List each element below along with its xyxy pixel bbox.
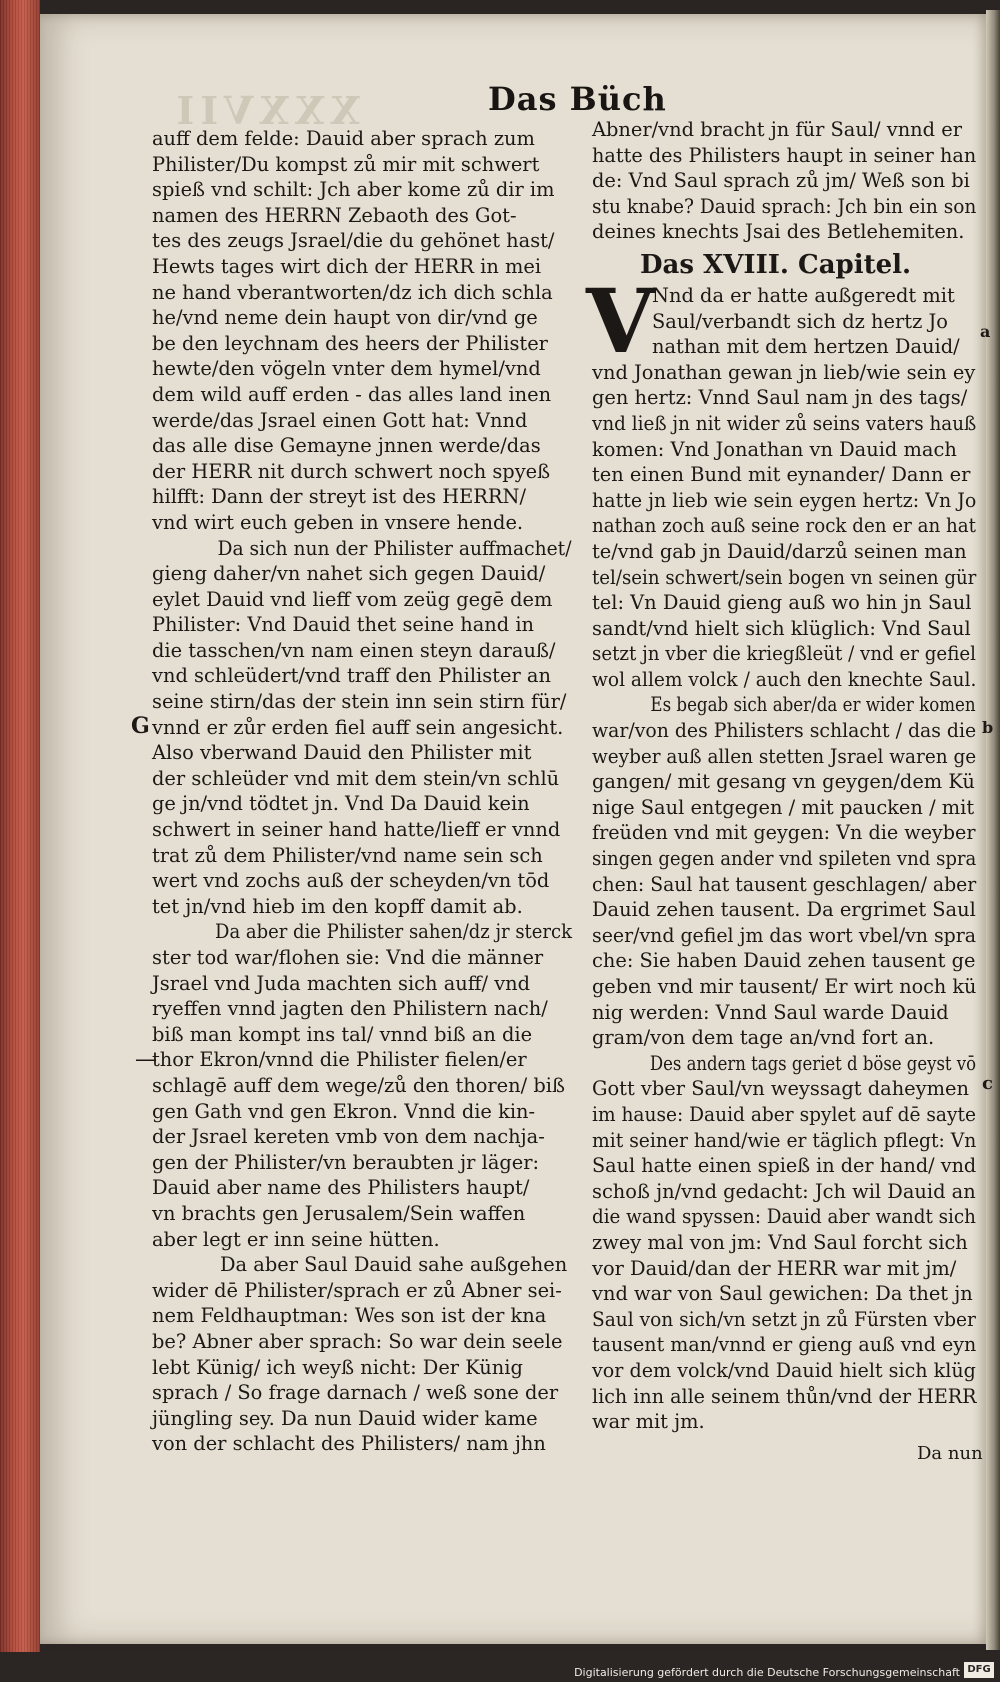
text-line: der Jsrael kereten vmb von dem nachja- — [152, 1125, 545, 1149]
left-text-column — [152, 126, 572, 1457]
text-line: gen hertz: Vnnd Saul nam jn des tags/ — [592, 386, 968, 410]
text-line: de: Vnd Saul sprach zů jm/ Weß son bi — [592, 169, 970, 193]
text-line: tes des zeugs Jsrael/die du gehönet hast/ — [152, 229, 555, 253]
text-line: gen Gath vnd gen Ekron. Vnnd die kin- — [152, 1099, 536, 1123]
text-line: Saul/verbandt sich dz hertz Jo — [652, 309, 948, 333]
text-line: Nnd da er hatte außgeredt mit — [652, 283, 955, 307]
text-line: die tasschen/vn nam einen steyn darauß/ — [152, 638, 556, 662]
text-line: nathan mit dem hertzen Dauid/ — [652, 335, 960, 359]
text-line: gen der Philister/vn beraubten jr läger: — [152, 1150, 540, 1174]
text-line: im hause: Dauid aber spylet auf dē sayte — [592, 1102, 976, 1126]
text-line: stu knabe? Dauid sprach: Jch bin ein son — [592, 194, 977, 218]
text-line: Philister: Vnd Dauid thet seine hand in — [152, 613, 535, 637]
text-line: vn brachts gen Jerusalem/Sein waffen — [152, 1201, 526, 1225]
text-line: gram/von dem tage an/vnd fort an. — [592, 1026, 935, 1050]
text-line: ten einen Bund mit eynander/ Dann er — [592, 463, 971, 487]
text-line: be den leychnam des heers der Philister — [152, 331, 548, 355]
text-line: seer/vnd gefiel jm das wort vbel/vn spra — [592, 923, 977, 947]
text-line: tet jn/vnd hieb im den kopff damit ab. — [152, 894, 523, 918]
text-line: spieß vnd schilt: Jch aber kome zů dir im — [152, 178, 555, 202]
margin-note-c: c — [982, 1073, 993, 1094]
right-column-top — [592, 117, 976, 245]
text-line: ster tod war/flohen sie: Vnd die männer — [152, 946, 544, 969]
text-line: jüngling sey. Da nun Dauid wider kame — [152, 1406, 538, 1430]
text-line: chen: Saul hat tausent geschlagen/ aber — [592, 872, 977, 896]
text-line: weyber auß allen stetten Jsrael waren ge — [592, 744, 977, 768]
page-edge-right — [986, 10, 1000, 1650]
text-line: zwey mal von jm: Vnd Saul forcht sich — [592, 1230, 968, 1254]
dfg-logo: DFG — [964, 1662, 994, 1678]
text-line: dem wild auff erden - das alles land inen — [152, 382, 552, 406]
text-line: nig werden: Vnnd Saul warde Dauid — [592, 1000, 949, 1024]
text-line: Jsrael vnd Juda machten sich auff/ vnd — [152, 971, 531, 995]
right-column-body — [592, 283, 976, 1435]
text-line: aber legt er inn seine hütten. — [152, 1227, 440, 1251]
text-line: Abner/vnd bracht jn für Saul/ vnnd er — [592, 118, 962, 141]
margin-note-b: b — [982, 718, 994, 737]
text-line: gangen/ mit gesang vn geygen/dem Kü — [592, 770, 975, 794]
text-line: tausent man/vnnd er gieng auß vnd eyn — [592, 1333, 977, 1357]
text-line: schwert in seiner hand hatte/lieff er vnnd — [152, 818, 561, 842]
text-line: tel: Vn Dauid gieng auß wo hin jn Saul — [592, 591, 972, 615]
text-line: ryeffen vnnd jagten den Philistern nach/ — [152, 997, 548, 1021]
text-line: hatte des Philisters haupt in seiner han — [592, 143, 977, 167]
text-line: Da aber Saul Dauid sahe außgehen — [220, 1253, 568, 1277]
text-line: der schleüder vnd mit dem stein/vn schlū — [152, 766, 560, 790]
text-line: Dauid zehen tausent. Da ergrimet Saul — [592, 898, 976, 922]
text-line: mit seiner hand/wie er täglich pflegt: Vn — [592, 1128, 977, 1152]
text-line: war mit jm. — [592, 1410, 705, 1434]
text-line: vnd war von Saul gewichen: Da thet jn — [592, 1282, 973, 1306]
text-line: wider dē Philister/sprach er zů Abner sei- — [152, 1278, 562, 1302]
drop-cap-initial: V — [586, 269, 655, 373]
text-line: vnnd er zůr erden fiel auff sein angesicht. — [152, 715, 564, 739]
bleed-through-text: XXXVII — [170, 88, 360, 133]
text-line: wert vnd zochs auß der scheyden/vn tōd — [152, 869, 550, 893]
margin-note-g: G — [131, 713, 150, 739]
text-line: sandt/vnd hielt sich klüglich: Vnd Saul — [592, 616, 971, 640]
footer-credit: Digitalisierung gefördert durch die Deutsche Forschungsgemeinschaft — [574, 1666, 960, 1679]
text-line: ne hand vberantworten/dz ich dich schla — [152, 280, 553, 304]
text-line: Hewts tages wirt dich der HERR in mei — [152, 254, 542, 278]
text-line: Es begab sich aber/da er wider komen — [650, 693, 976, 717]
text-line: seine stirn/das der stein inn sein stirn für/ — [152, 690, 567, 714]
text-line: vnd ließ jn nit wider zů seins vaters hauß — [592, 411, 977, 435]
text-line: vnd schleüdert/vnd traff den Philister an — [152, 664, 551, 688]
text-line: Da aber die Philister sahen/dz jr sterck — [215, 920, 572, 944]
text-line: nathan zoch auß seine rock den er an hat — [592, 514, 977, 538]
text-line: hewte/den vögeln vnter dem hymel/vnd — [152, 357, 541, 381]
text-line: Saul von sich/vn setzt jn zů Fürsten vber — [592, 1307, 976, 1331]
text-line: sprach / So frage darnach / weß sone der — [152, 1381, 559, 1405]
text-line: setzt jn vber die kriegßleüt / vnd er gefiel — [592, 642, 976, 666]
text-line: hilfft: Dann der streyt ist des HERRN/ — [152, 485, 526, 509]
right-text-column — [586, 117, 977, 1435]
text-line: deines knechts Jsai des Betlehemiten. — [592, 220, 965, 244]
text-line: gieng daher/vn nahet sich gegen Dauid/ — [152, 562, 546, 586]
text-line: lebt Künig/ ich weyß nicht: Der Künig — [152, 1355, 523, 1379]
text-line: schlagē auff dem wege/zů den thoren/ biß — [152, 1073, 565, 1097]
text-line: von der schlacht des Philisters/ nam jhn — [152, 1432, 546, 1456]
text-line: nige Saul entgegen / mit paucken / mit — [592, 795, 975, 819]
text-line: vnd Jonathan gewan jn lieb/wie sein ey — [592, 360, 976, 384]
text-line: das alle dise Gemayne jnnen werde/das — [152, 434, 541, 458]
text-line: freüden vnd mit geygen: Vn die weyber — [592, 821, 976, 845]
text-line: hatte jn lieb wie sein eygen hertz: Vn Jo — [592, 488, 977, 512]
text-line: te/vnd gab jn Dauid/darzů seinen man — [592, 539, 967, 563]
text-line: war/von des Philisters schlacht / das die — [592, 719, 977, 743]
text-line: vor Dauid/dan der HERR war mit jm/ — [592, 1256, 957, 1280]
text-line: Da sich nun der Philister auffmachet/ — [217, 536, 572, 560]
text-line: Des andern tags geriet d böse geyst vō — [649, 1051, 977, 1075]
text-line: nem Feldhauptman: Wes son ist der kna — [152, 1304, 547, 1328]
text-line: werde/das Jsrael einen Gott hat: Vnnd — [152, 408, 528, 432]
text-line: biß man kompt ins tal/ vnnd biß an die — [152, 1022, 533, 1046]
text-line: eylet Dauid vnd lieff vom zeüg gegē dem — [152, 587, 553, 611]
margin-note-dash: — — [135, 1047, 157, 1072]
text-line: tel/sein schwert/sein bogen vn seinen gür — [592, 565, 977, 589]
text-line: thor Ekron/vnnd die Philister fielen/er — [152, 1048, 527, 1072]
chapter-heading: Das XVIII. Capitel. — [640, 249, 912, 280]
text-line: Saul hatte einen spieß in der hand/ vnd — [592, 1154, 977, 1178]
text-line: schoß jn/vnd gedacht: Jch wil Dauid an — [592, 1179, 976, 1203]
text-line: singen gegen ander vnd spileten vnd spra — [592, 847, 977, 871]
text-line: che: Sie haben Dauid zehen tausent ge — [592, 949, 976, 973]
text-line: Philister/Du kompst zů mir mit schwert — [152, 152, 540, 176]
text-line: lich inn alle seinem thůn/vnd der HERR — [592, 1384, 977, 1408]
text-line: vor dem volck/vnd Dauid hielt sich klüg — [592, 1358, 976, 1382]
text-line: Gott vber Saul/vn weyssagt daheymen — [592, 1077, 969, 1101]
text-line: geben vnd mir tausent/ Er wirt noch kü — [592, 975, 977, 998]
text-line: der HERR nit durch schwert noch spyeß — [152, 459, 551, 483]
margin-note-a: a — [980, 322, 991, 341]
page-edge-left — [0, 0, 40, 1682]
text-line: be? Abner aber sprach: So war dein seele — [152, 1329, 563, 1353]
running-head: Das Büch — [488, 80, 667, 118]
text-line: trat zů dem Philister/vnd name sein sch — [152, 843, 543, 867]
text-line: auff dem felde: Dauid aber sprach zum — [152, 127, 535, 150]
catchword: Da nun — [917, 1443, 983, 1464]
text-line: namen des HERRN Zebaoth des Got- — [152, 203, 517, 227]
text-line: die wand spyssen: Dauid aber wandt sich — [592, 1205, 976, 1229]
text-line: ge jn/vnd tödtet jn. Vnd Da Dauid kein — [152, 792, 530, 816]
text-line: vnd wirt euch geben in vnsere hende. — [152, 510, 524, 534]
text-line: Dauid aber name des Philisters haupt/ — [152, 1176, 530, 1200]
text-line: Also vberwand Dauid den Philister mit — [152, 741, 532, 765]
text-line: he/vnd neme dein haupt von dir/vnd ge — [152, 306, 538, 330]
text-line: wol allem volck / auch den knechte Saul. — [592, 667, 977, 691]
text-line: komen: Vnd Jonathan vn Dauid mach — [592, 437, 957, 461]
